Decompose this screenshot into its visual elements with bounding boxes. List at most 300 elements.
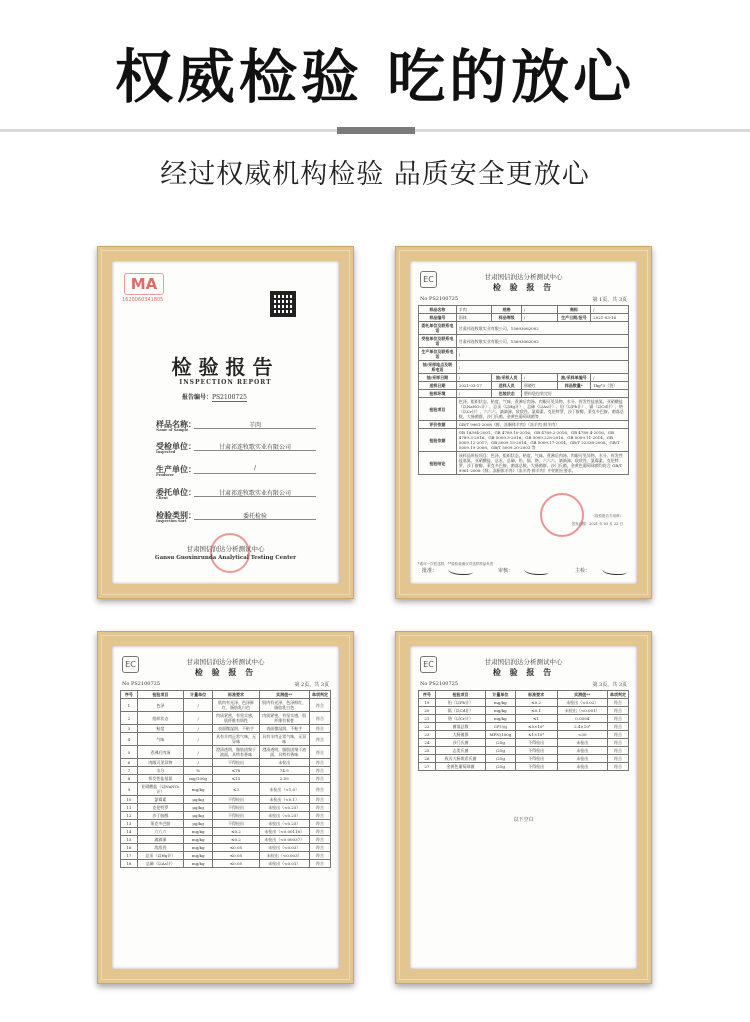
table-cell: / [456,361,628,374]
table-cell: 未检出 [259,759,309,767]
cover-title: 检验报告 [171,355,280,379]
table-cell: ≤0.05 [213,860,259,868]
table-row [121,796,331,804]
table-cell: 25 [419,747,436,755]
issue-date: 签发日期：2021 年 03 月 23 日 [571,522,623,526]
table-cell: % [183,767,212,775]
table-cell: 沙丁胺醇 [137,812,183,820]
table-cell: 色泽 [137,699,183,712]
table-cell: 17 [121,852,138,860]
table-cell: 抽/采样单编号 [557,374,591,382]
sign-edit-label: 主检： [575,568,591,574]
field-label: 委托单位： [156,487,196,497]
table-cell: 符合 [309,812,330,820]
table-row [419,390,629,398]
table-cell: 27 [419,763,436,771]
table-cell: ≤78 [213,767,259,775]
table-cell: 邢晓红 [521,382,557,390]
table-cell: ≤1×10⁴ [515,731,557,739]
table-cell: 21 [419,715,436,723]
table-cell: 样品编号 [419,314,457,322]
page-indicator: 第 1页，共 3页 [592,297,627,303]
table-cell: mg/kg [183,860,212,868]
table-row [419,763,629,771]
field-inspection-sort [156,510,316,526]
table-cell: 符合 [309,796,330,804]
table-cell: 单项判定 [607,691,628,699]
table-cell: 符合 [309,820,330,828]
table-cell: / [591,374,629,382]
table-cell: 符合 [309,852,330,860]
report-number: No PS2100725 [420,296,459,302]
table-cell: / [521,306,557,314]
table-row [419,361,629,374]
report-number [182,392,247,401]
table-cell: ≤1 [515,715,557,723]
table-cell: 表面微湿润，不粘手 [213,725,259,733]
table-row [121,852,331,860]
table-cell: 检样环境 [419,390,457,398]
table-cell: / [456,374,492,382]
table-cell: / [456,390,492,398]
table-cell: 未检出（<0.003） [259,852,309,860]
signature-edit [600,565,630,575]
field-inspected [156,441,316,457]
table-cell: 符合 [309,828,330,836]
table-cell: 检验结论 [419,452,457,475]
table-cell: 8 [121,775,138,783]
divider-accent [337,127,415,134]
table-cell: 7 [121,767,138,775]
table-cell: ≤0.2 [213,836,259,844]
table-cell: 6 [121,759,138,767]
table-cell: 未检出（<0.00037） [259,836,309,844]
table-cell: 致泻大肠埃希氏菌 [435,755,485,763]
table-row [419,452,629,475]
table-cell: 未检出（<0.01） [259,860,309,868]
table-cell: / [183,712,212,725]
table-row [419,723,629,731]
table-cell: 固体 [456,314,492,322]
field-value: 委托检验 [194,511,316,520]
table-cell: 生产日期/批号 [557,314,591,322]
table-cell: 挥发性盐基氮 [137,775,183,783]
table-row [419,747,629,755]
table-cell: 11 [121,804,138,812]
table-cell: 肌肉有光泽，色泽鲜红，脂肪乳白色 [213,699,259,712]
test-results-table [418,690,629,771]
red-seal-stamp [210,533,250,573]
table-cell: 1kg*3（袋） [591,382,629,390]
table-cell: 74.9 [259,767,309,775]
table-cell: 澄清透明，脂肪团聚于液面，具特有香味 [259,746,309,759]
table-cell: /25g [486,755,515,763]
table-cell: 总砷（以As计） [137,860,183,868]
cover-org-name: 甘肃国信润达分析测试中心 [186,545,265,553]
table-cell: mg/kg [486,715,515,723]
table-cell: 未检出（<0.00118） [259,828,309,836]
table-cell: 规格 [492,306,521,314]
table-cell: 评价依据 [419,421,457,429]
table-cell: / [183,746,212,759]
field-label: 样品名称： [156,419,196,429]
table-cell: CFU/g [486,723,515,731]
table-row [121,820,331,828]
table-cell: 不得检出 [515,739,557,747]
table-row [121,844,331,852]
field-label-en: Inspected [156,450,176,454]
table-cell: 未检出 [557,747,607,755]
signature-row [420,562,627,576]
table-cell: μg/kg [183,820,212,828]
table-cell: μg/kg [183,804,212,812]
table-cell: 检验项目 [435,691,485,699]
table-cell: 抽/采样日期 [419,374,457,382]
table-row [419,374,629,382]
table-cell: 未检出 [557,755,607,763]
table-row [121,804,331,812]
field-value: 甘肃祁连牧歌实业有限公司 [194,442,316,451]
certificate-frame-cover [97,246,354,599]
table-cell: 抽/采样地点及联系电话 [419,361,457,374]
lab-logo-icon: EC [420,656,437,673]
table-cell: 16 [121,844,138,852]
report-page-2 [112,646,339,969]
table-row [419,322,629,335]
table-cell: 肉眼可见异物 [137,759,183,767]
table-cell: 15 [121,836,138,844]
signature-approve [446,565,476,575]
table-row [121,775,331,783]
table-cell: 检验依据 [419,429,457,452]
table-row [419,731,629,739]
table-cell: 符合 [309,712,330,725]
table-row [121,783,331,796]
table-cell: 0.0594 [557,715,607,723]
table-cell: 色泽、组织状态、粘度、气味、煮沸后肉汤、肉眼可见异物、水分、挥发性盐基氮、亚硝酸盐（以NaNO₂计）、总汞（以Hg计）、总砷（以As计）、铅（以Pb计）、镉（以Cd计）、铬（以Cr计）、六六六、滴滴涕、敌敌畏、氯霉素、克伦特罗、沙丁胺醇、莱克多巴胺、菌落总数、大肠菌群、沙门氏菌、金黄色葡萄球菌等 [456,398,628,421]
table-cell: 甘肃祁连牧歌实业有限公司，15693062002 [456,335,628,348]
report-org-name: 甘肃国信润达分析测试中心 [484,273,563,281]
table-cell: 2021-03-16 [591,314,629,322]
field-label: 受检单位： [156,441,196,451]
end-of-report-text: 以下空白 [513,817,534,823]
cover-org-name-en: Gansu Guoxinrunda Analytical Testing Center [154,555,297,561]
table-row [121,712,331,725]
cover-title-en: INSPECTION REPORT [179,379,272,386]
table-cell: 商标 [557,306,591,314]
table-cell: ≤15 [213,775,259,783]
table-row [419,398,629,421]
table-row [419,421,629,429]
table-cell: 塑料袋包装完好 [521,390,628,398]
table-cell: ≤0.05 [213,852,259,860]
table-cell: ≤0.2 [213,828,259,836]
field-label: 生产单位： [156,464,196,474]
table-cell: 肉质紧密，有坚实感，肌纤维有韧性 [213,712,259,725]
table-cell: mg/100g [183,775,212,783]
report-number: No PS2100725 [420,681,459,687]
table-row [121,759,331,767]
table-row [419,314,629,322]
field-sample-name [156,419,316,435]
field-producer [156,464,316,480]
table-cell: 计量单位 [486,691,515,699]
table-cell: 未检出（<0.1） [259,796,309,804]
table-cell: 表面微湿润，不粘手 [259,725,309,733]
table-cell: /25g [486,763,515,771]
report-number-value: PS2100725 [212,394,247,401]
field-value: 甘肃祁连牧歌实业有限公司 [194,488,316,497]
table-row [419,429,629,452]
field-value: 羊肉 [194,420,316,429]
table-cell: 符合 [309,759,330,767]
table-row [121,725,331,733]
table-cell: 未检出（<1.0） [259,783,309,796]
table-cell: 未检出（<0.03） [259,844,309,852]
certificate-frame-page-1 [395,246,652,599]
table-cell: / [183,699,212,712]
sign-approve-label: 批准： [422,568,438,574]
table-cell: 19 [419,699,436,707]
table-cell: 符合 [309,767,330,775]
table-cell: mg/kg [183,828,212,836]
table-cell: 六六六 [137,828,183,836]
field-label-en: Name of Sample [156,428,189,432]
table-cell: 具有羊肉正常气味，无异味 [259,733,309,746]
table-cell: 2 [121,712,138,725]
table-cell: 该样品所检项目：色泽、组织状态、粘度、气味、煮沸后肉汤、肉眼可见异物、水分、挥发性盐基氮、亚硝酸盐、总汞、总砷、铅、镉、铬、六六六、滴滴涕、敌敌畏、氯霉素、克伦特罗、沙丁胺醇、莱克多巴胺、菌落总数、大肠菌群、沙门氏菌、金黄色葡萄球菌均符合 GB/T 9961-2008《鲜、冻胴体羊肉》（冻羊肉 鲜羊肉）中的相应要求。 [456,452,628,475]
table-cell: 26 [419,755,436,763]
table-cell: 单项判定 [309,691,330,699]
lab-logo-icon: EC [420,271,437,288]
table-cell: 2.59 [259,775,309,783]
field-value: / [194,465,316,474]
cma-number: 1620060341805 [122,297,164,303]
table-cell: 4 [121,733,138,746]
table-cell: 符合 [309,775,330,783]
table-cell: 符合 [607,707,628,715]
table-cell: 气味 [137,733,183,746]
table-row [419,335,629,348]
table-row [121,860,331,868]
table-cell: / [183,759,212,767]
report-page-3 [410,646,637,969]
table-cell: 序号 [121,691,138,699]
table-row [121,836,331,844]
table-cell: 符合 [607,739,628,747]
table-cell: 样品名称 [419,306,457,314]
table-cell: 10 [121,796,138,804]
table-cell: 符合 [309,783,330,796]
table-row [419,715,629,723]
table-cell: 镉（以Cd计） [435,707,485,715]
table-cell: 金黄色葡萄球菌 [435,763,485,771]
table-row [419,382,629,390]
table-cell: 不得检出 [515,763,557,771]
field-label: 检验类别： [156,510,196,520]
table-cell: 铬（以Cr计） [435,715,485,723]
table-cell: mg/kg [183,783,212,796]
table-cell: 2021-03-17 [456,382,492,390]
table-cell: 符合 [309,844,330,852]
table-cell: 18 [121,860,138,868]
table-cell: 不得检出 [213,759,259,767]
table-cell: 抽/采样人员 [492,374,521,382]
field-label-en: Client [156,496,168,500]
table-cell: /25g [486,739,515,747]
table-cell: 标准要求 [515,691,557,699]
table-cell: 未检出（<0.25） [259,804,309,812]
report-org-name: 甘肃国信润达分析测试中心 [186,658,265,666]
table-cell: 组织状态 [137,712,183,725]
report-title: 检 验 报 告 [194,667,257,677]
report-number-label: 报告编号： [182,394,213,401]
table-cell: 符合 [607,715,628,723]
certificate-frame-page-3 [395,631,652,984]
table-cell: 滴滴涕 [137,836,183,844]
report-cover-page [112,261,339,584]
table-cell: 13 [121,820,138,828]
table-cell: 亚硝酸盐（以NaNO₂计） [137,783,183,796]
table-cell: ≤3 [213,783,259,796]
table-cell: 未检出 [557,739,607,747]
table-cell: mg/kg [486,707,515,715]
table-cell: 不得检出 [213,804,259,812]
certificate-frame-page-2 [97,631,354,984]
table-cell: 9 [121,783,138,796]
table-cell: 符合 [607,755,628,763]
table-cell: / [521,374,557,382]
table-cell: 羊肉 [456,306,492,314]
table-cell: mg/kg [183,852,212,860]
table-cell: μg/kg [183,796,212,804]
report-page-1 [410,261,637,584]
report-info-table [418,305,629,475]
table-row [121,733,331,746]
report-number: No PS2100725 [122,681,161,687]
table-cell: 符合 [607,763,628,771]
signature-review [522,565,552,575]
subheadline: 经过权威机构检验 品质安全更放心 [160,159,590,190]
table-cell: 克伦特罗 [137,804,183,812]
table-cell: 不得检出 [213,796,259,804]
table-cell: 送样人员 [492,382,521,390]
table-cell: 20 [419,707,436,715]
field-label-en: Inspection Sort [156,519,187,523]
table-cell: 不得检出 [213,820,259,828]
report-title: 检 验 报 告 [492,667,555,677]
headline: 权威检验 吃的放心 [114,43,636,111]
table-cell: 检验项目 [419,398,457,421]
table-cell: 计量单位 [183,691,212,699]
table-cell: 铅（以Pb计） [435,699,485,707]
qr-code-icon [270,291,296,317]
table-cell: ≤0.1 [515,707,557,715]
table-row [419,306,629,314]
table-cell: 具有羊肉正常气味，无异味 [213,733,259,746]
table-cell: 符合 [607,699,628,707]
table-cell: 未检出 [557,763,607,771]
field-client [156,487,316,503]
table-cell: 未检出（<0.02） [557,699,607,707]
table-row [121,767,331,775]
table-header-row [121,691,331,699]
table-cell: 不得检出 [515,747,557,755]
table-cell: mg/kg [486,699,515,707]
table-cell: 23 [419,731,436,739]
table-row [121,812,331,820]
table-cell: 符合 [309,699,330,712]
table-cell: / [183,725,212,733]
table-cell: 生产单位及联系电话 [419,348,457,361]
table-header-row [419,691,629,699]
table-cell: GB/T 9961-2008《鲜、冻胴体羊肉》（冻羊肉 鲜羊肉） [456,421,628,429]
table-cell: 24 [419,739,436,747]
test-results-table [120,690,331,868]
table-cell: 包装状态 [492,390,521,398]
cma-logo: MA [124,273,164,295]
table-cell: / [456,348,628,361]
table-cell: 粘度 [137,725,183,733]
table-cell: 沙门氏菌 [435,739,485,747]
table-cell: 符合 [309,836,330,844]
table-cell: 检验项目 [137,691,183,699]
table-cell: 符合 [607,731,628,739]
table-cell: 受检单位及联系电话 [419,335,457,348]
table-cell: 12 [121,812,138,820]
table-cell: GB 18394-2001、GB 4789.10-2016、GB 4789.2-2016、GB 4789.4-2016、GB 4789.3-2016、GB 5009.3-2016、GB 5009.228-2016、GB 5009.11-2014、GB 5009.12-2017、GB 5009.15-2014、GB 5009.17-2014、GB/T 22338-2008、GB/T 5009.19-2008、GB/T 5009.20-2003 等 [456,429,628,452]
table-cell: 22 [419,723,436,731]
table-row [121,699,331,712]
table-cell: 肌肉有光泽，色泽鲜红，脂肪乳白色 [259,699,309,712]
table-cell: <30 [557,731,607,739]
table-cell: 不得检出 [213,812,259,820]
table-cell: 符合 [309,860,330,868]
table-cell: 肉质紧密，有坚实感，肌纤维有韧性 [259,712,309,725]
table-cell: 符合 [607,747,628,755]
table-cell: 标准要求 [213,691,259,699]
table-cell: 总汞（以Hg计） [137,852,183,860]
table-cell: 不得检出 [515,755,557,763]
table-cell: ≤5×10⁵ [515,723,557,731]
table-row [419,739,629,747]
table-cell: 实测值** [557,691,607,699]
table-cell: 5 [121,746,138,759]
table-cell: 2.4×10³ [557,723,607,731]
table-cell: 14 [121,828,138,836]
table-cell: 澄清透明，脂肪团聚于液面，具特有香味 [213,746,259,759]
table-cell: 样品数量* [557,382,591,390]
table-cell: / [183,733,212,746]
table-cell: μg/kg [183,812,212,820]
table-cell: 煮沸后肉汤 [137,746,183,759]
table-row [121,746,331,759]
table-cell: 未检出（<0.25） [259,812,309,820]
table-cell: 菌落总数 [435,723,485,731]
table-cell: 未检出（<0.001） [557,707,607,715]
table-cell: 符合 [607,723,628,731]
table-cell: / [521,314,557,322]
table-cell: 志贺氏菌 [435,747,485,755]
table-cell: 序号 [419,691,436,699]
table-cell: 符合 [309,804,330,812]
report-title: 检 验 报 告 [492,282,555,292]
report-org-name: 甘肃国信润达分析测试中心 [484,658,563,666]
table-cell: 大肠菌群 [435,731,485,739]
table-cell: 符合 [309,725,330,733]
report-footnote: *系可一次性送样，**检验检测仅对送样样品负责 [418,562,494,566]
table-cell: 符合 [309,733,330,746]
